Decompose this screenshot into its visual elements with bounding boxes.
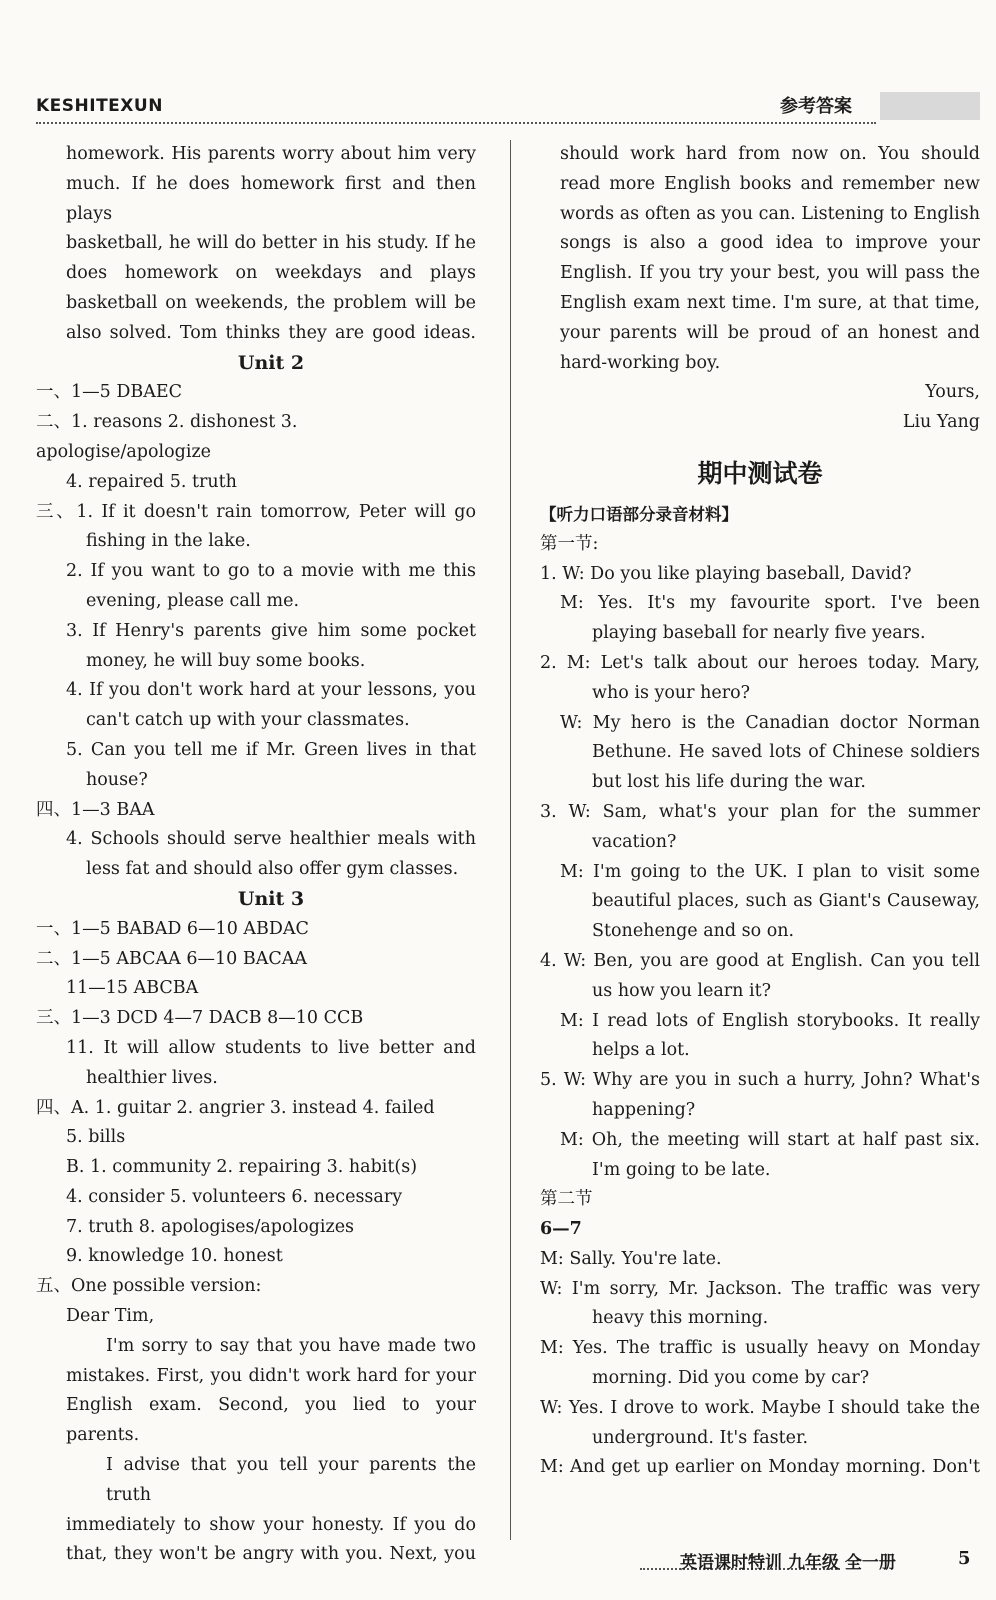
text-line: W: I'm sorry, Mr. Jackson. The traffic was very	[540, 1278, 980, 1299]
text-line: healthier lives.	[86, 1067, 218, 1088]
text-line: much. If he does homework first and then plays	[66, 173, 476, 224]
text-line: happening?	[592, 1099, 696, 1120]
footer-book: 英语课时特训 九年级 全一册	[680, 1553, 896, 1573]
text-line: that, they won't be angry with you. Next, you	[66, 1544, 476, 1565]
text-line: 5. bills	[66, 1127, 126, 1148]
text-line: 四、A. 1. guitar 2. angrier 3. instead 4. failed	[36, 1097, 435, 1118]
text-line: 4. If you don't work hard at your lessons, you	[66, 680, 476, 701]
text-line: songs is also a good idea to improve your	[560, 233, 980, 254]
text-line: 4. consider 5. volunteers 6. necessary	[66, 1186, 403, 1207]
text-line: 4. repaired 5. truth	[66, 471, 237, 492]
text-line: Unit 2	[237, 351, 305, 374]
text-line: 3. If Henry's parents give him some pocket	[66, 620, 476, 641]
text-line: English exam next time. I'm sure, at that time,	[560, 292, 980, 313]
text-line: beautiful places, such as Giant's Causeway,	[592, 891, 980, 912]
text-line: helps a lot.	[592, 1040, 690, 1061]
text-line: words as often as you can. Listening to English	[560, 203, 980, 224]
text-line: mistakes. First, you didn't work hard for your	[66, 1365, 476, 1386]
text-line: who is your hero?	[592, 682, 751, 703]
text-line: M: Oh, the meeting will start at half past six.	[560, 1129, 980, 1150]
text-line: M: And get up earlier on Monday morning. Don't	[540, 1457, 980, 1478]
right-column-letter	[540, 140, 980, 438]
text-line: I'm sorry to say that you have made two	[106, 1335, 476, 1356]
text-line: basketball on weekends, the problem will be	[66, 292, 476, 313]
text-line: Stonehenge and so on.	[592, 921, 795, 942]
text-line: read more English books and remember new	[560, 173, 980, 194]
text-line: Bethune. He saved lots of Chinese soldiers	[592, 742, 980, 763]
column-divider	[510, 140, 511, 1540]
text-line: 【听力口语部分录音材料】	[540, 504, 738, 524]
text-line: hard-working boy.	[560, 352, 721, 373]
text-line: M: Sally. You're late.	[540, 1248, 722, 1269]
text-line: Dear Tim,	[66, 1306, 155, 1327]
text-line: heavy this morning.	[592, 1308, 769, 1329]
text-line: but lost his life during the war.	[592, 772, 866, 793]
header-rule	[36, 122, 876, 124]
text-line: morning. Did you come by car?	[592, 1368, 870, 1389]
text-line: homework. His parents worry about him very	[66, 144, 476, 164]
header-bar	[880, 92, 980, 120]
text-line: also solved. Tom thinks they are good ideas.	[66, 322, 476, 343]
text-line: 三、1—3 DCD 4—7 DACB 8—10 CCB	[36, 1008, 364, 1029]
text-line: 7. truth 8. apologises/apologizes	[66, 1216, 355, 1237]
right-column	[540, 140, 980, 1483]
left-column	[36, 140, 476, 1570]
text-line: W: My hero is the Canadian doctor Norman	[560, 712, 980, 733]
text-line: 9. knowledge 10. honest	[66, 1246, 283, 1267]
text-line: 一、1—5 BABAD 6—10 ABDAC	[36, 918, 309, 939]
text-line: your parents will be proud of an honest and	[560, 322, 980, 343]
text-line: 4. Schools should serve healthier meals with	[66, 829, 476, 850]
header-section: 参考答案	[780, 96, 852, 117]
text-line: 第二节	[540, 1189, 593, 1210]
text-line: Liu Yang	[902, 412, 980, 433]
header-brand: KESHITEXUN	[36, 96, 163, 116]
text-line: M: Yes. It's my favourite sport. I've been	[560, 593, 980, 614]
text-line: 3. W: Sam, what's your plan for the summer	[540, 801, 980, 822]
text-line: 11. It will allow students to live better and	[66, 1037, 476, 1058]
text-line: 二、1—5 ABCAA 6—10 BACAA	[36, 948, 308, 969]
text-line: playing baseball for nearly five years.	[592, 623, 926, 644]
text-line: 四、1—3 BAA	[36, 799, 155, 820]
text-line: house?	[86, 769, 148, 790]
text-line: W: Yes. I drove to work. Maybe I should take the	[540, 1397, 980, 1418]
text-line: basketball, he will do better in his study. If he	[66, 233, 476, 254]
text-line: I advise that you tell your parents the truth	[106, 1455, 476, 1505]
text-line: Yours,	[925, 382, 980, 403]
text-line: English exam. Second, you lied to your	[66, 1395, 476, 1416]
text-line: Unit 3	[237, 887, 305, 910]
text-line: can't catch up with your classmates.	[86, 710, 410, 731]
text-line: M: I'm going to the UK. I plan to visit some	[560, 861, 980, 882]
text-line: 2. If you want to go to a movie with me this	[66, 561, 476, 582]
text-line: less fat and should also offer gym classes.	[86, 859, 459, 880]
midterm-title: 期中测试卷	[697, 458, 823, 488]
text-line: evening, please call me.	[86, 590, 300, 611]
text-line: immediately to show your honesty. If you do	[66, 1514, 476, 1535]
text-line: vacation?	[592, 831, 677, 852]
text-line: 1. W: Do you like playing baseball, David?	[540, 563, 912, 584]
text-line: B. 1. community 2. repairing 3. habit(s)	[66, 1157, 418, 1178]
text-line: 第一节:	[540, 533, 599, 554]
text-line: 二、1. reasons 2. dishonest 3. apologise/apologize	[36, 412, 298, 462]
text-line: 6—7	[540, 1219, 582, 1240]
text-line: money, he will buy some books.	[86, 650, 366, 671]
text-line: us how you learn it?	[592, 980, 772, 1001]
text-line: 4. W: Ben, you are good at English. Can you tell	[540, 950, 980, 971]
text-line: English. If you try your best, you will pass the	[560, 263, 980, 284]
text-line: I'm going to be late.	[592, 1159, 771, 1180]
text-line: 一、1—5 DBAEC	[36, 382, 183, 403]
text-line: 11—15 ABCBA	[66, 978, 199, 999]
text-line: 2. M: Let's talk about our heroes today. Mary,	[540, 652, 980, 673]
text-line: fishing in the lake.	[86, 531, 251, 552]
text-line: 5. W: Why are you in such a hurry, John? What's	[540, 1070, 980, 1091]
text-line: underground. It's faster.	[592, 1427, 809, 1448]
text-line: 5. Can you tell me if Mr. Green lives in that	[66, 739, 476, 760]
page-number: 5	[958, 1548, 971, 1569]
right-column-listening	[540, 500, 980, 1483]
text-line: 五、One possible version:	[36, 1276, 262, 1297]
text-line: should work hard from now on. You should	[560, 144, 980, 164]
text-line: does homework on weekdays and plays	[66, 263, 476, 284]
text-line: M: I read lots of English storybooks. It really	[560, 1010, 980, 1031]
text-line: parents.	[66, 1425, 140, 1446]
text-line: M: Yes. The traffic is usually heavy on Monday	[540, 1338, 980, 1359]
text-line: 三、1. If it doesn't rain tomorrow, Peter will go	[36, 501, 476, 522]
